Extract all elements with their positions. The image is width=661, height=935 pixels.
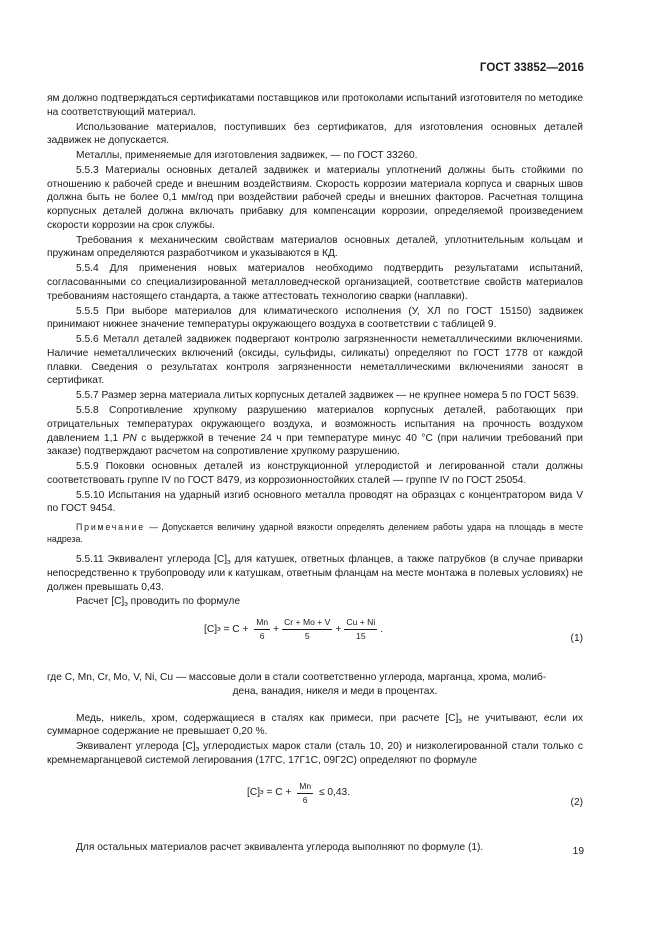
formula-number: (1)	[570, 633, 583, 645]
paragraph: Эквивалент углерода $[C]_э$ углеродистых марок стали (сталь 10, 20) и низколегированной стали только с кремнемарганцевой системой легирования (17ГС, 17Г1С, 09Г2С) определяют по формуле	[47, 741, 583, 766]
fraction: $\frac{Cr + Mo + V}{5}$	[284, 617, 331, 642]
paragraph-5-5-6: 5.5.6 Металл деталей задвижек подвергают контролю загрязненности неметаллическими включениями. Наличие неметаллических включений (оксиды, сульфиды, силикаты) определяют по ГОСТ 1778 от каждой плавки. Сведения о результатах контроля загрязненности неметаллическими включениями заносят в сертификат.	[47, 334, 583, 387]
paragraph-5-5-9: 5.5.9 Поковки основных деталей из конструкционной углеродистой и легированной стали должны соответствовать группе IV по ГОСТ 8479, из коррозионностойких сталей — группе IV по ГОСТ 25054.	[47, 461, 583, 486]
paragraph: Требования к механическим свойствам материалов основных деталей, уплотнительным кольцам и пружинам определяются разработчиком и указываются в КД.	[47, 234, 583, 260]
note: Примечание — Допускается величину ударной вязкости определять делением работы удара на площадь в месте надреза.	[47, 522, 583, 545]
paragraph-5-5-5: 5.5.5 При выборе материалов для климатического исполнения (У, ХЛ по ГОСТ 15150) задвижек принимают нижнее значение температуры окружающего воздуха в соответствии с таблицей 9.	[47, 305, 583, 331]
formula-legend: где C, Mn, Cr, Mo, V, Ni, Cu — массовые доли в стали соответственно углерода, марганца, хрома, молиб- дена, ванадия, никеля и меди в процентах.	[47, 672, 547, 697]
paragraph: ям должно подтверждаться сертификатами поставщиков или протоколами испытаний изготовителя по методике на соответствующий материал.	[47, 93, 583, 118]
formula-2: [C] э = C + $\frac{Mn}{6}$ ≤ 0,43. (2)	[247, 780, 583, 808]
paragraph: Использование материалов, поступивших без сертификатов, для изготовления основных деталей задвижек не допускается.	[47, 121, 583, 147]
fraction: $\frac{Mn}{6}$	[256, 617, 269, 642]
paragraph: Для остальных материалов расчет эквивалента углерода выполняют по формуле (1).	[76, 841, 484, 853]
paragraph-5-5-4: 5.5.4 Для применения новых материалов необходимо подтвердить результатами испытаний, согласованными со специализированной металловедческой организацией, соответствие свойств материалов требованиям настоящего стандарта, а также аттестовать технологию сварки (наплавки).	[47, 263, 583, 302]
paragraph: Металлы, применяемые для изготовления задвижек, — по ГОСТ 33260.	[76, 150, 418, 162]
page-number: 19	[572, 846, 584, 857]
document-header: ГОСТ 33852—2016	[479, 62, 584, 74]
paragraph-5-5-3: 5.5.3 Материалы основных деталей задвижек и материалы уплотнений должны быть стойкими по отношению к рабочей среде и внешним воздействиям. Скорость коррозии материала корпуса и сварных швов должна быть не более 0,1 мм/год при воздействии рабочей среды и внешних факторов. Расчетная толщина корпусных деталей должна включать прибавку для компенсации коррозии, определяемой произведением скорости коррозии на срок службы.	[47, 165, 583, 231]
note-label: Примечание	[76, 522, 145, 533]
paragraph-5-5-10: 5.5.10 Испытания на ударный изгиб основного металла проводят на образцах с концентратором вида V по ГОСТ 9454.	[47, 489, 583, 515]
formula-1: [C] э = C + $\frac{Mn}{6}$ + $\frac{Cr + Mo + V}{5}$ + $\frac{Cu + Ni}{15}$ . (1)	[204, 617, 583, 645]
paragraph-5-5-11: 5.5.11 Эквивалент углерода $[C]_э$ для катушек, ответных фланцев, а также патрубков (в случае приварки непосредственно к трубопроводу или к катушкам, ответным фланцам на месте монтажа в полевых условиях) не должен превышать 0,43.	[47, 554, 583, 593]
paragraph: Расчет $[C]_э$ проводить по формуле	[76, 596, 241, 609]
fraction: $\frac{Mn}{6}$	[299, 780, 312, 805]
fraction: $\frac{Cu + Ni}{15}$	[346, 617, 376, 642]
paragraph-5-5-8: 5.5.8 Сопротивление хрупкому разрушению материалов корпусных деталей, работающих при отрицательных температурах окружающего воздуха, и возможность испытания на прочность воздухом давлением 1,1 PN с выдержкой в течение 24 ч при температуре минус 40 °С (при наличии требований при заказе) подтверждают расчетом на сопротивление хрупкому разрушению.	[47, 405, 583, 458]
page-content	[47, 92, 583, 855]
formula-number: (2)	[570, 796, 583, 808]
paragraph-5-5-7: 5.5.7 Размер зерна материала литых корпусных деталей задвижек — не крупнее номера 5 по ГОСТ 5639.	[76, 390, 579, 402]
paragraph: Медь, никель, хром, содержащиеся в сталях как примеси, при расчете $[C]_э$ не учитывают, если их суммарное содержание не превышает 0,20 %.	[47, 712, 583, 738]
